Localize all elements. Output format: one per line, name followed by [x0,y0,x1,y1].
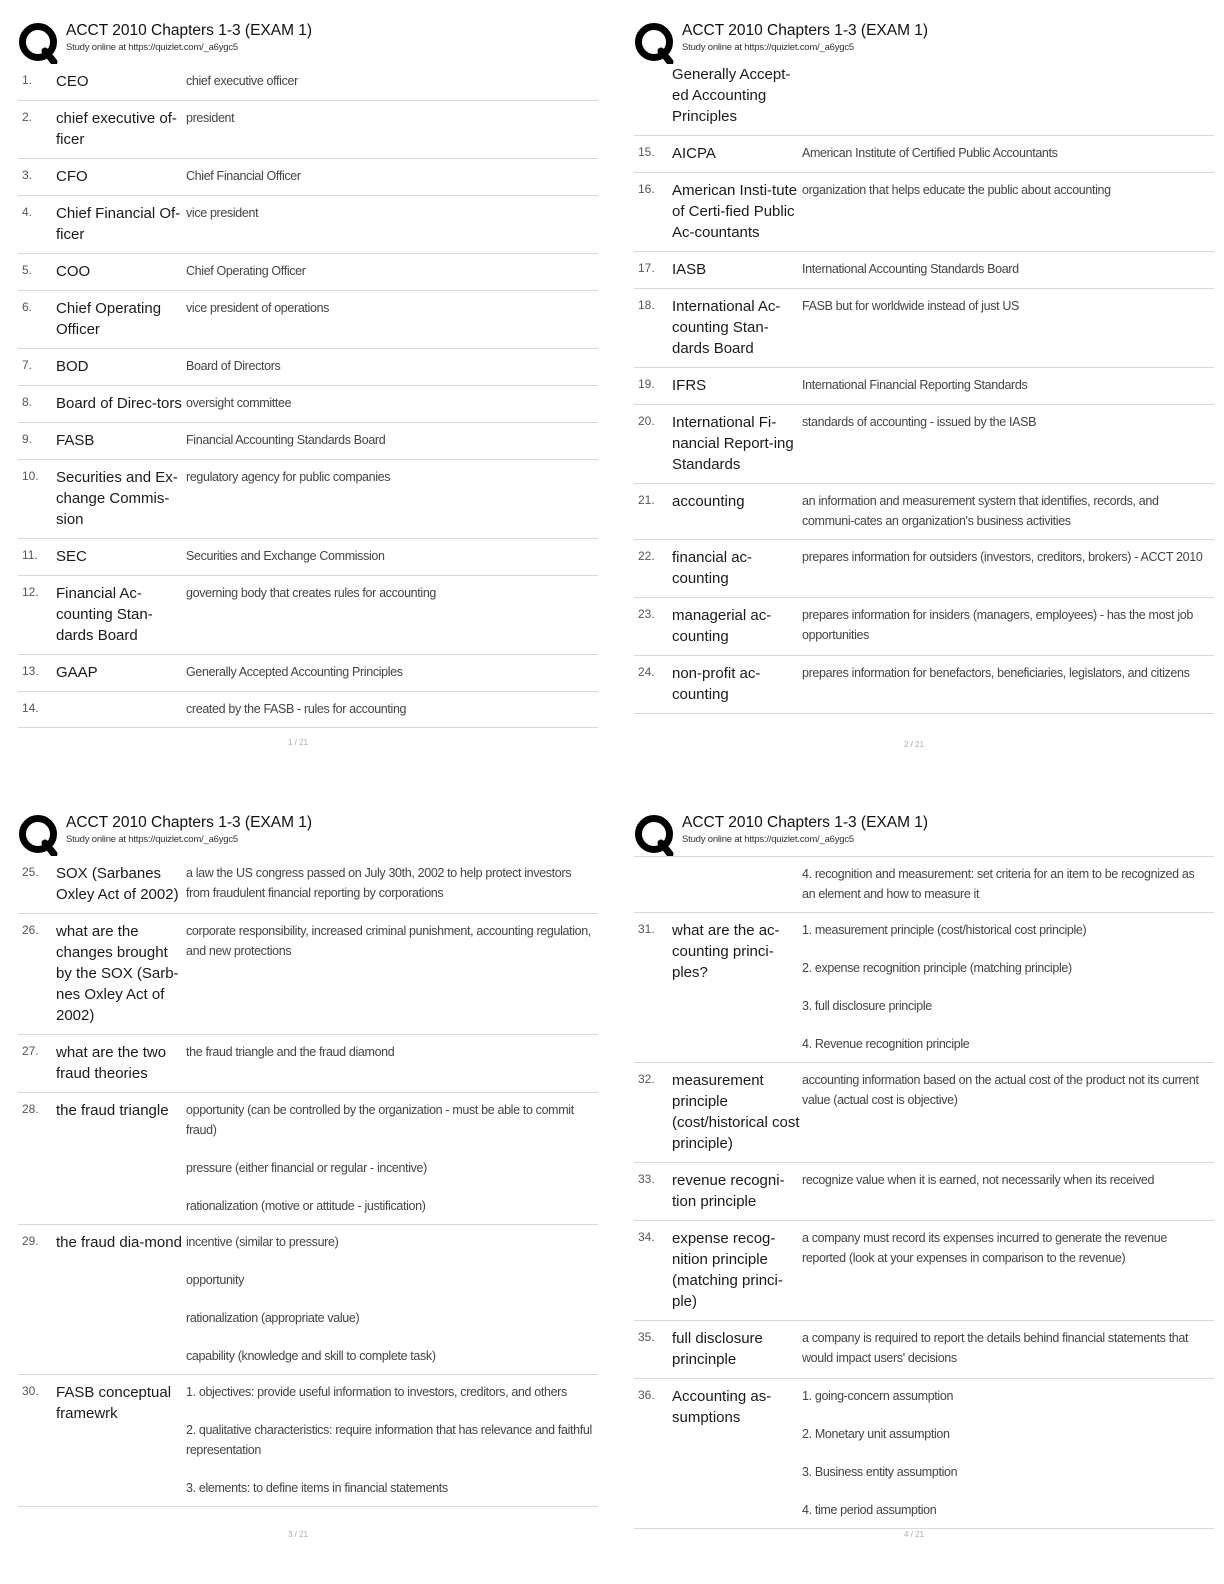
term-text: Board of Direc-tors [56,395,182,412]
term-text: non-profit ac-counting [672,665,761,703]
definition [802,491,1214,531]
page-footer: 2 / 21 [903,740,924,749]
term-text: Financial Ac-counting Stan-dards Board [56,585,153,644]
page-title: ACCT 2010 Chapters 1-3 (EXAM 1) [682,22,929,39]
definition [186,546,598,567]
term-text: BOD [56,358,89,375]
term-text: IASB [672,261,707,278]
row-number: 18. [638,298,655,312]
term-row [18,692,598,728]
definition [186,1100,598,1216]
term-text: American Insti-tute of Certi-fied Public Ac-countants [672,182,798,241]
definition-line: 3. Business entity assumption [802,1465,958,1479]
row-number: 5. [22,263,33,277]
definition-line: the fraud triangle and the fraud diamond [186,1045,395,1059]
row-number: 15. [638,145,655,159]
page-header [18,20,598,64]
term-list [18,64,598,728]
row-number: 6. [22,300,33,314]
definition-line: rationalization (motive or attitude - justification) [186,1199,426,1213]
row-number: 12. [22,585,39,599]
definition-line: Chief Operating Officer [186,264,306,278]
row-number: 7. [22,358,33,372]
definition [802,296,1214,359]
definition-line: International Accounting Standards Board [802,262,1019,276]
page-2 [634,20,1214,714]
definition [186,863,598,905]
term-row [18,1093,598,1225]
term-row [634,598,1214,656]
row-number: 28. [22,1102,39,1116]
term-row [18,576,598,655]
definition [186,699,598,719]
term-row [18,101,598,159]
term-list [18,856,598,1507]
page-header [634,812,1214,856]
definition [802,1228,1214,1312]
term-text: Securities and Ex-change Commis-sion [56,469,178,528]
page-footer: 4 / 21 [903,1530,924,1539]
definition [186,1382,598,1498]
term-text: IFRS [672,377,707,394]
quizlet-logo-icon [634,814,676,856]
definition-line: organization that helps educate the public about accounting [802,183,1111,197]
quizlet-logo-icon [18,22,60,64]
carry-over-term: Generally Accept-ed Accounting Principles [672,66,791,125]
definition-line: vice president [186,206,259,220]
study-link[interactable]: Study online at https://quizlet.com/_a6ygc5 [66,834,239,845]
term-text: expense recog-nition principle (matching princi-ple) [672,1230,783,1310]
term-text: accounting [672,493,745,510]
carry-over-definition: 4. recognition and measurement: set criteria for an item to be recognized as an element and how to measure it [802,867,1195,901]
row-number: 11. [22,548,38,562]
term-text: FASB [56,432,95,449]
term-text: what are the changes brought by the SOX (Sarb-nes Oxley Act of 2002) [56,923,179,1024]
definition-line: 4. time period assumption [802,1503,937,1517]
definition [186,467,598,530]
definition-line: 3. elements: to define items in financial statements [186,1481,448,1495]
definition-line: prepares information for outsiders (investors, creditors, brokers) - ACCT 2010 [802,550,1203,564]
term-row [18,856,598,914]
row-number: 10. [22,469,39,483]
row-number: 36. [638,1388,655,1402]
term-row [18,1375,598,1507]
definition-line: Chief Financial Officer [186,169,301,183]
definition [186,71,598,92]
page-title: ACCT 2010 Chapters 1-3 (EXAM 1) [66,22,313,39]
definition [186,166,598,187]
term-text: Chief Operating Officer [56,300,162,338]
term-row [18,423,598,460]
definition [802,1386,1214,1520]
term-text: the fraud triangle [56,1102,169,1119]
definition-line: Board of Directors [186,359,281,373]
definition-line: regulatory agency for public companies [186,470,391,484]
term-text: full disclosure princinple [672,1330,763,1368]
page-1 [18,20,598,728]
term-row [634,656,1214,714]
definition-line: Generally Accepted Accounting Principles [186,665,403,679]
definition-line: a law the US congress passed on July 30th, 2002 to help protect investors from fraudulent financial reporting by corporations [186,866,572,900]
definition [186,203,598,245]
definition [802,180,1214,243]
term-row [634,405,1214,484]
term-row [634,1221,1214,1321]
term-text: CEO [56,73,89,90]
definition-line: FASB but for worldwide instead of just US [802,299,1020,313]
term-row [18,655,598,692]
term-text: FASB conceptual framewrk [56,1384,172,1422]
definition-line: pressure (either financial or regular - incentive) [186,1161,427,1175]
definition [186,921,598,1026]
row-number: 22. [638,549,655,563]
definition [186,1232,598,1366]
definition [802,375,1214,396]
page-footer: 1 / 21 [287,738,308,747]
study-link[interactable]: Study online at https://quizlet.com/_a6ygc5 [682,42,855,53]
definition [186,261,598,282]
term-row [18,196,598,254]
definition [186,583,598,646]
row-number: 19. [638,377,655,391]
row-number: 35. [638,1330,655,1344]
definition-line: prepares information for insiders (managers, employees) - has the most job opportunities [802,608,1193,642]
row-number: 31. [638,922,655,936]
term-row [634,1163,1214,1221]
term-text: SEC [56,548,87,565]
term-row [18,349,598,386]
row-number: 33. [638,1172,655,1186]
row-number: 2. [22,110,33,124]
term-row [634,484,1214,540]
term-text: Accounting as-sumptions [672,1388,772,1426]
definition-line: Financial Accounting Standards Board [186,433,386,447]
definition-line: capability (knowledge and skill to complete task) [186,1349,436,1363]
definition-line: 3. full disclosure principle [802,999,932,1013]
term-row [634,540,1214,598]
term-row [634,252,1214,289]
page-3 [18,812,598,1507]
definition [802,1328,1214,1370]
row-number: 16. [638,182,655,196]
term-text: managerial ac-counting [672,607,772,645]
term-text: GAAP [56,664,98,681]
definition [802,412,1214,475]
term-row [18,539,598,576]
term-text: what are the two fraud theories [56,1044,167,1082]
row-number: 3. [22,168,33,182]
term-text: International Fi-nancial Report-ing Standards [672,414,794,473]
term-row [18,1225,598,1375]
row-number: 20. [638,414,655,428]
definition [802,1170,1214,1212]
definition-line: recognize value when it is earned, not necessarily when its received [802,1173,1155,1187]
term-list [634,913,1214,1529]
term-text: Chief Financial Of-ficer [56,205,181,243]
term-row [18,1035,598,1093]
term-row [634,913,1214,1063]
term-row [634,1063,1214,1163]
definition [186,108,598,150]
definition [802,143,1214,164]
row-number: 1. [22,73,33,87]
term-row [634,368,1214,405]
row-number: 14. [22,701,39,715]
definition-line: opportunity [186,1273,244,1287]
definition [186,1042,598,1084]
definition [186,298,598,340]
term-row [18,460,598,539]
row-number: 26. [22,923,39,937]
term-text: International Ac-counting Stan-dards Board [672,298,781,357]
study-link[interactable]: Study online at https://quizlet.com/_a6ygc5 [682,834,855,845]
term-row [18,159,598,196]
term-text: revenue recogni-tion principle [672,1172,785,1210]
definition-line: International Financial Reporting Standards [802,378,1028,392]
definition [186,356,598,377]
definition-line: 2. Monetary unit assumption [802,1427,950,1441]
term-row [634,1321,1214,1379]
term-text: the fraud dia-mond [56,1234,182,1251]
term-row [634,136,1214,173]
definition-line: rationalization (appropriate value) [186,1311,360,1325]
term-row [18,386,598,423]
definition-line: prepares information for benefactors, beneficiaries, legislators, and citizens [802,666,1190,680]
page-title: ACCT 2010 Chapters 1-3 (EXAM 1) [66,814,313,831]
definition [802,1070,1214,1154]
definition-line: 4. Revenue recognition principle [802,1037,970,1051]
row-number: 32. [638,1072,655,1086]
definition [186,430,598,451]
row-number: 21. [638,493,655,507]
definition [802,259,1214,280]
row-number: 27. [22,1044,39,1058]
page-header [634,20,1214,64]
term-text: chief executive of-ficer [56,110,177,148]
term-text: COO [56,263,91,280]
definition-line: accounting information based on the actual cost of the product not its current value (actual cost is objective) [802,1073,1199,1107]
row-number: 4. [22,205,33,219]
row-number: 25. [22,865,39,879]
definition-line: president [186,111,235,125]
term-row [18,254,598,291]
term-text: AICPA [672,145,716,162]
page-title: ACCT 2010 Chapters 1-3 (EXAM 1) [682,814,929,831]
term-row [634,173,1214,252]
term-text: CFO [56,168,88,185]
row-number: 34. [638,1230,655,1244]
definition-line: created by the FASB - rules for accounting [186,702,407,716]
definition-line: vice president of operations [186,301,330,315]
definition-line: opportunity (can be controlled by the organization - must be able to commit fraud) [186,1103,574,1137]
term-row [634,289,1214,368]
definition-line: a company is required to report the details behind financial statements that would impact users' decisions [802,1331,1189,1365]
page-footer: 3 / 21 [287,1530,308,1539]
page-4 [634,812,1214,1529]
carry-over-row [634,64,1214,136]
carry-over-row [634,856,1214,913]
definition-line: oversight committee [186,396,292,410]
term-list [634,136,1214,714]
definition-line: a company must record its expenses incurred to generate the revenue reported (look at your expenses in comparison to the revenue) [802,1231,1167,1265]
definition-line: corporate responsibility, increased criminal punishment, accounting regulation, and new protections [186,924,591,958]
definition [802,605,1214,647]
row-number: 24. [638,665,655,679]
row-number: 9. [22,432,33,446]
definition-line: 2. expense recognition principle (matching principle) [802,961,1072,975]
row-number: 17. [638,261,655,275]
row-number: 29. [22,1234,39,1248]
definition [802,663,1214,705]
row-number: 30. [22,1384,39,1398]
definition-line: incentive (similar to pressure) [186,1235,339,1249]
definition-line: standards of accounting - issued by the IASB [802,415,1037,429]
definition-line: governing body that creates rules for accounting [186,586,437,600]
definition-line: 2. qualitative characteristics: require information that has relevance and faithful representation [186,1423,592,1457]
definition-line: 1. going-concern assumption [802,1389,954,1403]
definition-line: Securities and Exchange Commission [186,549,385,563]
quizlet-logo-icon [634,22,676,64]
definition [186,393,598,414]
definition-line: American Institute of Certified Public Accountants [802,146,1058,160]
definition [186,662,598,683]
term-row [18,64,598,101]
definition [802,920,1214,1054]
definition-line: 1. measurement principle (cost/historical cost principle) [802,923,1087,937]
term-row [18,291,598,349]
row-number: 13. [22,664,39,678]
row-number: 23. [638,607,655,621]
term-text: measurement principle (cost/historical cost principle) [672,1072,800,1152]
definition-line: 1. objectives: provide useful information to investors, creditors, and others [186,1385,567,1399]
definition-line: chief executive officer [186,74,298,88]
definition [802,547,1214,589]
row-number: 8. [22,395,33,409]
term-row [18,914,598,1035]
definition-line: an information and measurement system that identifies, records, and communi-cates an organization's business activities [802,494,1159,528]
quizlet-logo-icon [18,814,60,856]
term-text [56,699,186,719]
term-text: SOX (Sarbanes Oxley Act of 2002) [56,865,179,903]
term-text: what are the ac-counting princi-ples? [672,922,780,981]
term-text: financial ac-counting [672,549,753,587]
page-header [18,812,598,856]
term-row [634,1379,1214,1529]
study-link[interactable]: Study online at https://quizlet.com/_a6ygc5 [66,42,239,53]
